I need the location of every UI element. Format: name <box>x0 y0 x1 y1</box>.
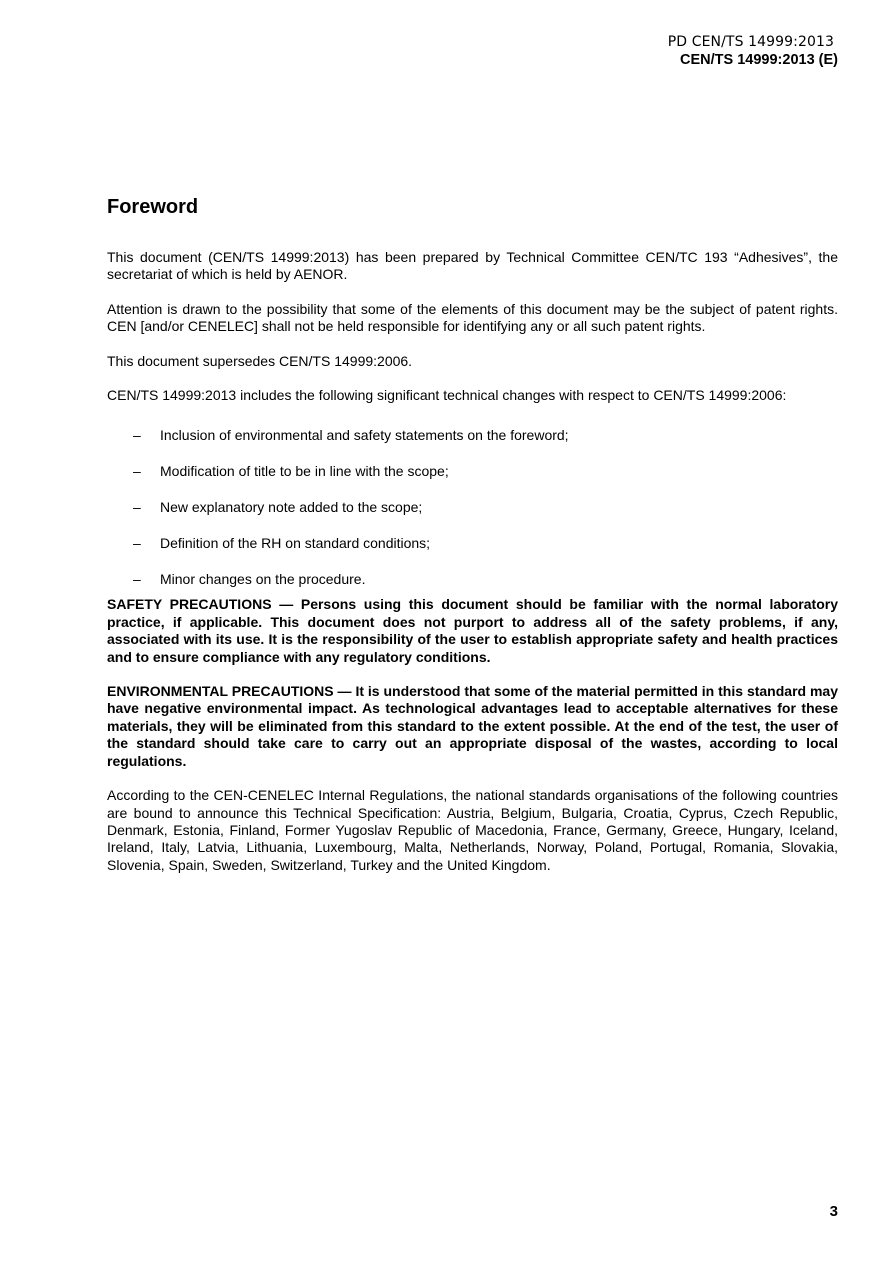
list-item-text: New explanatory note added to the scope; <box>160 499 423 516</box>
dash-bullet: – <box>133 463 141 480</box>
dash-bullet: – <box>133 499 141 516</box>
list-item <box>107 427 838 444</box>
list-item <box>107 463 838 480</box>
paragraph-committee: This document (CEN/TS 14999:2013) has been prepared by Technical Committee CEN/TC 193 “Adhesives”, the secretariat of which is held by AENOR. <box>107 249 838 283</box>
safety-precautions: SAFETY PRECAUTIONS — Persons using this document should be familiar with the normal laboratory practice, if applicable. This document does not purport to address all of the safety problems, if any, associated with its use. It is the responsibility of the user to establish appropriate safety and health practices and to ensure compliance with any regulatory conditions. <box>107 596 838 665</box>
list-item-text: Modification of title to be in line with the scope; <box>160 463 449 480</box>
paragraph-regulations: According to the CEN-CENELEC Internal Regulations, the national standards organisations of the following countries are bound to announce this Technical Specification: Austria, Belgium, Bulgaria, Croatia, Cyprus, Czech Republic, Denmark, Estonia, Finland, Former Yugoslav Republic of Macedonia, France, Germany, Greece, Hungary, Iceland, Ireland, Italy, Latvia, Lithuania, Luxembourg, Malta, Netherlands, Norway, Poland, Portugal, Romania, Slovakia, Slovenia, Spain, Sweden, Switzerland, Turkey and the United Kingdom. <box>107 787 838 873</box>
changes-list <box>107 427 838 588</box>
section-title: Foreword <box>107 196 199 218</box>
paragraph-changes-intro: CEN/TS 14999:2013 includes the following significant technical changes with respect to CEN/TS 14999:2006: <box>107 387 787 404</box>
page-number: 3 <box>829 1203 838 1220</box>
list-item-text: Definition of the RH on standard conditions; <box>160 535 431 552</box>
list-item <box>107 535 838 552</box>
dash-bullet: – <box>133 427 141 444</box>
list-item <box>107 499 838 516</box>
list-item-text: Inclusion of environmental and safety statements on the foreword; <box>160 427 569 444</box>
list-item-text: Minor changes on the procedure. <box>160 571 366 588</box>
header-doc-id-bold: CEN/TS 14999:2013 (E) <box>680 52 838 68</box>
environmental-precautions: ENVIRONMENTAL PRECAUTIONS — It is understood that some of the material permitted in this standard may have negative environmental impact. As technological advantages lead to acceptable alternatives for these materials, they will be eliminated from this standard to the extent possible. At the end of the test, the user of the standard should take care to carry out an appropriate disposal of the wastes, according to local regulations. <box>107 683 838 769</box>
dash-bullet: – <box>133 535 141 552</box>
dash-bullet: – <box>133 571 141 588</box>
paragraph-patent: Attention is drawn to the possibility that some of the elements of this document may be the subject of patent rights. CEN [and/or CENELEC] shall not be held responsible for identifying any or all such patent rights. <box>107 300 838 335</box>
foreword-section <box>107 194 838 891</box>
list-item <box>107 571 838 588</box>
paragraph-supersedes: This document supersedes CEN/TS 14999:2006. <box>107 352 413 369</box>
header-doc-id: PD CEN/TS 14999:2013 <box>667 34 834 50</box>
